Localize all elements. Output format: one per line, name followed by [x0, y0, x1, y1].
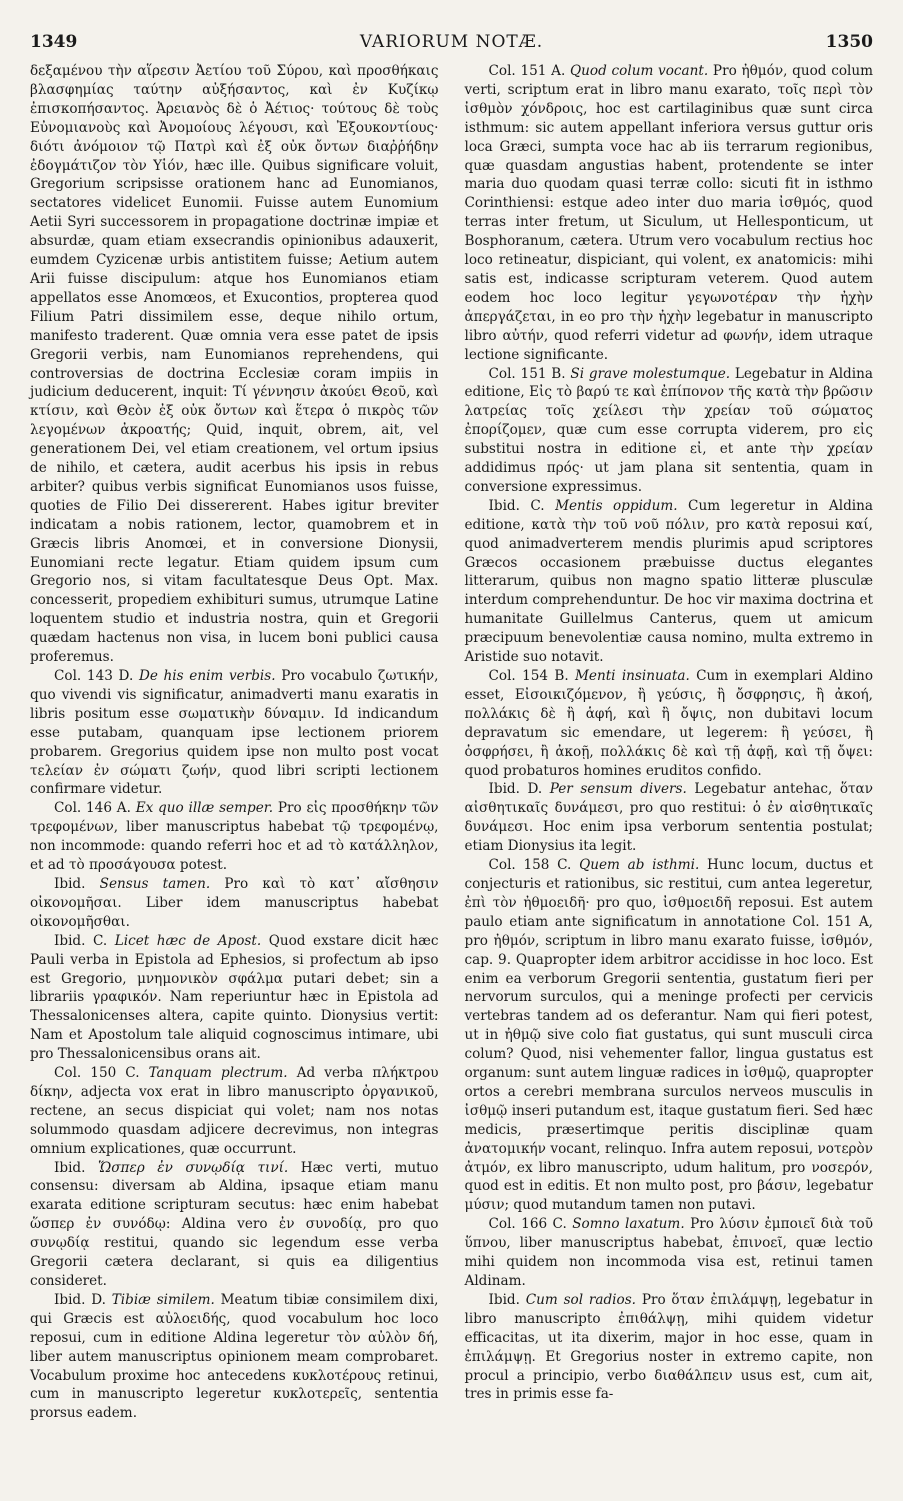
note-text: Legebatur antehac, ὅταν αἰσθητικαῖς δυνάμεσι, pro quo restitui: ὁ ἐν αἰσθητικαῖς δυνάμεσι. Hoc enim ipsa verborum sententia postulat; etiam Dionysius ita legit.	[464, 781, 873, 855]
note-paragraph	[30, 1064, 439, 1159]
note-ref: Col. 150 C.	[54, 1065, 140, 1082]
note-text: Pro εἰς προσθήκην τῶν τρεφομένων, liber manuscriptus habebat τῷ τρεφομένῳ, non incommode: quando referri hoc et ad τὸ κατάλληλον, et ad τὸ προσάγουσα potest.	[30, 800, 439, 874]
note-ref: Ibid. D.	[54, 1291, 106, 1308]
note-lemma: Quem ab isthmi.	[579, 857, 700, 874]
note-paragraph	[30, 1291, 439, 1423]
note-ref: Col. 151 A.	[488, 63, 566, 79]
note-text: Hæc verti, mutuo consensu: diversam ab Aldina, ipsaque etiam manu exarata editione scripturam secutus: hæc enim habebat ὥσπερ ἐν συνόδῳ: Aldina vero ἐν συνοδίᾳ, pro quo συνῳδίᾳ restitui, quando sic legendum esse verba Gregorii cætera declarant, si quis ea diligentius consideret.	[30, 1159, 439, 1289]
note-ref: Col. 146 A.	[54, 800, 131, 817]
note-lemma: De his enim verbis.	[138, 668, 276, 684]
note-ref: Col. 166 C.	[488, 1216, 567, 1233]
note-text: Legebatur in Aldina editione, Εἰς τὸ βαρύ τε καὶ ἐπίπονον τῆς κατὰ τὴν βρῶσιν λατρείας τοῖς χείλεσι τὴν χρείαν τοῦ σώματος ἐπορίζομεν, quæ cum esse corrupta viderem, pro εἰς substitui nostra in editione εἰ, et ante τὴν χρείαν addidimus πρός· ut jam plana sit sententia, quam in conversione expressimus.	[464, 365, 873, 495]
note-paragraph	[465, 497, 874, 667]
note-paragraph	[30, 62, 439, 667]
page-number-right: 1350	[825, 32, 873, 52]
left-column	[30, 62, 439, 1423]
note-lemma: Ex quo illæ semper.	[135, 800, 274, 817]
note-ref: Ibid. C.	[54, 932, 108, 949]
note-lemma: Menti insinuata.	[574, 668, 690, 684]
note-lemma: Quod colum vocant.	[570, 63, 709, 79]
note-text: Pro vocabulo ζωτικήν, quo vivendi vis significatur, animadverti manu exaratis in libris positum esse σωματικὴν δύναμιν. Id indicandum esse putabam, quanquam ipse lectionem priorem probarem. Gregorius quidem ipse non multo post vocat τελείαν ἐν σώματι ζωήν, quod libri scripti lectionem confirmare videtur.	[30, 668, 439, 798]
note-text: Cum legeretur in Aldina editione, κατὰ τὴν τοῦ νοῦ πόλιν, pro κατὰ reposui καί, quod animadverterem mendis plurimis apud scriptores Græcos occasionem præbuisse ductus elegantes litterarum, quibus non magno spatio litteræ plusculæ interdum comprehenduntur. De hoc vir maxima doctrina et humanitate Guillelmus Canterus, quem ut amicum præcipuum benevolentiæ causa nomino, multa extremo in Aristide suo notavit.	[464, 497, 873, 666]
note-paragraph	[30, 1159, 439, 1291]
note-paragraph	[465, 1215, 874, 1291]
note-ref: Col. 143 D.	[54, 668, 134, 684]
note-lemma: Ὥσπερ ἐν συνῳδίᾳ τινί.	[97, 1159, 289, 1176]
note-paragraph	[465, 667, 874, 780]
note-text: Ad verba πλήκτρου δίκην, adjecta vox erat in libro manuscripto ὀργανικοῦ, rectene, an secus dispiciat qui volet; nam nos notas solummodo quasdam adjicere decrevimus, non integras omnium explicationes, quæ occurrunt.	[30, 1065, 439, 1157]
note-ref: Ibid.	[54, 1159, 86, 1176]
note-lemma: Si grave molestumque.	[570, 365, 731, 382]
note-paragraph	[30, 875, 439, 932]
note-paragraph	[465, 365, 874, 497]
note-text: Pro καὶ τὸ κατ᾽ αἴσθησιν οἰκονομῆσαι. Liber idem manuscriptus habebat οἰκονομῆσθαι.	[30, 875, 439, 930]
note-lemma: Sensus tamen.	[99, 875, 211, 892]
right-column	[465, 62, 874, 1423]
running-title: VARIORUM NOTÆ.	[359, 32, 544, 52]
note-paragraph	[465, 780, 874, 856]
note-paragraph	[30, 667, 439, 799]
note-ref: Col. 154 B.	[488, 668, 569, 684]
note-lemma: Mentis oppidum.	[555, 497, 678, 514]
note-lemma: Cum sol radios.	[525, 1291, 637, 1308]
note-lemma: Somno laxatum.	[572, 1216, 685, 1233]
page-number-left: 1349	[30, 32, 78, 52]
note-paragraph	[30, 932, 439, 1064]
note-lemma: Licet hæc de Apost.	[114, 932, 262, 949]
note-paragraph	[465, 62, 874, 365]
note-text: δεξαμένου τὴν αἵρεσιν Ἀετίου τοῦ Σύρου, καὶ προσθήκαις βλασφημίας ταύτην αὐξήσαντος, καὶ ἐν Κυζίκῳ ἐπισκοπήσαντος. Ἀρειανὸς δὲ ὁ Ἀέτιος· τούτους δὲ τοὺς Εὐνομιανοὺς καὶ Ἀνομοίους λέγουσι, καὶ Ἐξουκοντίους· διότι ἀνόμοιον τῷ Πατρὶ καὶ ἐξ οὐκ ὄντων διαῤῥήδην ἐδογμάτιζον τὸν Υἱόν, hæc ille. Quibus significare voluit, Gregorium scripsisse orationem hanc ad Eunomianos, sectatores videlicet Eunomii. Fuisse autem Eunomium Aetii Syri successorem in propagatione doctrinæ impiæ et absurdæ, quam etiam exsecrandis opinionibus adauxerit, eumdem Cyzicenæ urbis antistitem fuisse; Aetium autem Arii fuisse discipulum: atque hos Eunomianos etiam appellatos esse Anomœos, et Exucontios, propterea quod Filium Patri dissimilem esse, deque nihilo ortum, manifesto traderent. Quæ omnia vera esse patet de ipsis Gregorii verbis, nam Eunomianos reprehendens, qui controversias de doctrina Ecclesiæ coram impiis in judicium deducerent, inquit: Τί γέννησιν ἀκούει Θεοῦ, καὶ κτίσιν, καὶ Θεὸν ἐξ οὐκ ὄντων καὶ ἕτερα ὁ πικρὸς τῶν λεγομένων ἀκροατής; Quid, inquit, obrem, ait, vel generationem Dei, vel etiam creationem, vel ortum ipsius de nihilo, et cætera, audit acerbus his ipsis in rebus arbiter? quibus verbis significat Eunomianos usos fuisse, quoties de Filio Dei dissererent. Habes igitur breviter indicatam a nobis rationem, lector, quamobrem et in Græcis libris Anomœi, et in conversione Dionysii, Eunomiani recte legatur. Etiam quidem ipsum cum Gregorio nos, si vitam facultatesque Deus Opt. Max. concesserit, propediem exhibituri sumus, utrumque Latine loquentem studio et industria nostra, quin et Gregorii quædam hactenus non visa, in lucem boni publici causa proferemus.	[30, 63, 439, 666]
note-lemma: Per sensum divers.	[549, 781, 687, 798]
note-text: Hunc locum, ductus et conjecturis et rationibus, sic restitui, cum antea legeretur, ἐπὶ τὸν ἠθμοειδῆ· pro quo, ἰσθμοειδῆ reposui. Est autem paulo etiam ante significatum in annotatione Col. 151 A, pro ἠθμόν, scriptum in libro manu exarato fuisse, ἰσθμόν, cap. 9. Quapropter idem arbitror accidisse in hoc loco. Est enim ea verborum Gregorii sententia, gustatum fieri per nervorum surculos, qui a meninge profecti per cervicis vertebras tandem ad os deferantur. Nam qui fieri potest, ut in ἠθμῷ sive colo fiat gustatus, qui sunt musculi circa colum? Quod, nisi vehementer fallor, lingua gustatus est organum: sunt autem linguæ radices in ἰσθμῷ, quapropter ortos a cerebri membrana surculos nerveos musculis in ἰσθμῷ inseri putandum est, itaque gustatum fieri. Sed hæc medicis, præsertimque peritis disciplinæ quam ἀνατομικήν vocant, relinquo. Infra autem reposui, νοτερὸν ἀτμόν, ex libro manuscripto, udum halitum, pro νοσερόν, quod est in editis. Et non multo post, pro βάσιν, legebatur μύσιν; quod mutandum tamen non putavi.	[464, 857, 873, 1214]
note-ref: Ibid.	[488, 1291, 520, 1308]
note-ref: Ibid. D.	[488, 781, 543, 798]
note-ref: Ibid.	[54, 875, 86, 892]
note-ref: Col. 151 B.	[488, 365, 566, 382]
note-paragraph	[465, 1291, 874, 1404]
note-lemma: Tibiæ similem.	[111, 1291, 215, 1308]
note-ref: Ibid. C.	[488, 497, 545, 514]
note-text: Pro λύσιν ἐμποιεῖ διὰ τοῦ ὕπνου, liber manuscriptus habebat, ἐπινοεῖ, quæ lectio mihi quidem non incommoda visa est, retinui tamen Aldinam.	[464, 1216, 873, 1289]
running-header	[30, 26, 873, 56]
note-lemma: Tanquam plectrum.	[148, 1065, 288, 1082]
note-text: Pro ὅταν ἐπιλάμψῃ, legebatur in libro manuscripto ἐπιθάλψῃ, mihi quidem videtur efficacitas, ut ita dixerim, major in hoc esse, quam in ἐπιλάμψῃ. Et Gregorius noster in extremo capite, non procul a principio, verbo διαθάλπειν usus est, cum ait, tres in primis esse fa-	[464, 1291, 874, 1403]
note-text: Meatum tibiæ consimilem dixi, qui Græcis est αὐλοειδής, quod vocabulum hoc loco reposui, cum in editione Aldina legeretur τὸν αὐλὸν δή, liber autem manuscriptus opinionem meam comprobaret. Vocabulum proxime hoc antecedens κυκλοτέρους retinui, cum in manuscripto legeretur κυκλοτερεῖς, sententia prorsus eadem.	[30, 1291, 439, 1422]
note-paragraph	[465, 856, 874, 1215]
note-ref: Col. 158 C.	[488, 857, 572, 874]
note-paragraph	[30, 799, 439, 875]
note-text: Quod exstare dicit hæc Pauli verba in Epistola ad Ephesios, si profectum ab ipso est Gregorio, μνημονικὸν σφάλμα putari debet; sin a librariis γραφικόν. Nam reperiuntur hæc in Epistola ad Thessalonicenses altera, capite quinto. Dionysius vertit: Nam et Apostolum tale aliquid cognoscimus intimare, ubi pro Thessalonicensibus orans ait.	[30, 932, 439, 1063]
two-column-body	[30, 62, 873, 1423]
note-text: Cum in exemplari Aldino esset, Εἰσοικιζόμενον, ἢ γεύσις, ἢ ὄσφρησις, ἢ ἀκοή, πολλάκις δὲ ἢ ἁφή, καὶ ἢ ὄψις, non dubitavi locum depravatum sic emendare, ut legerem: ἢ γεύσει, ἢ ὀσφρήσει, ἢ ἀκοῇ, πολλάκις δὲ καὶ τῇ ἁφῇ, καὶ τῇ ὄψει: quod probaturos homines eruditos confido.	[464, 668, 873, 779]
note-text: Pro ἠθμόν, quod colum verti, scriptum erat in libro manu exarato, τοῖς περὶ τὸν ἰσθμὸν χόνδροις, hoc est cartilaginibus quæ sunt circa isthmum: sic autem appellant inferiora versus guttur oris loca Græci, sumpta voce hac ab iis terrarum regionibus, quæ quasdam angustias habent, protendente se inter maria duo quodam quasi terræ collo: sicuti fit in isthmo Corinthiensi: estque adeo inter duo maria ἰσθμός, quod terras inter fretum, ut Siculum, ut Hellesponticum, ut Bosphoranum, cætera. Utrum vero vocabulum rectius hoc loco retineatur, dispiciant, qui volent, ex anatomicis: mihi satis est, indicasse scripturam veterem. Quod autem eodem hoc loco legitur γεγωνοτέραν τὴν ἠχὴν ἀπεργάζεται, in eo pro τὴν ἠχὴν legebatur in manuscripto libro αὐτήν, quod referri videtur ad φωνήν, idem utraque lectione significante.	[464, 63, 873, 363]
